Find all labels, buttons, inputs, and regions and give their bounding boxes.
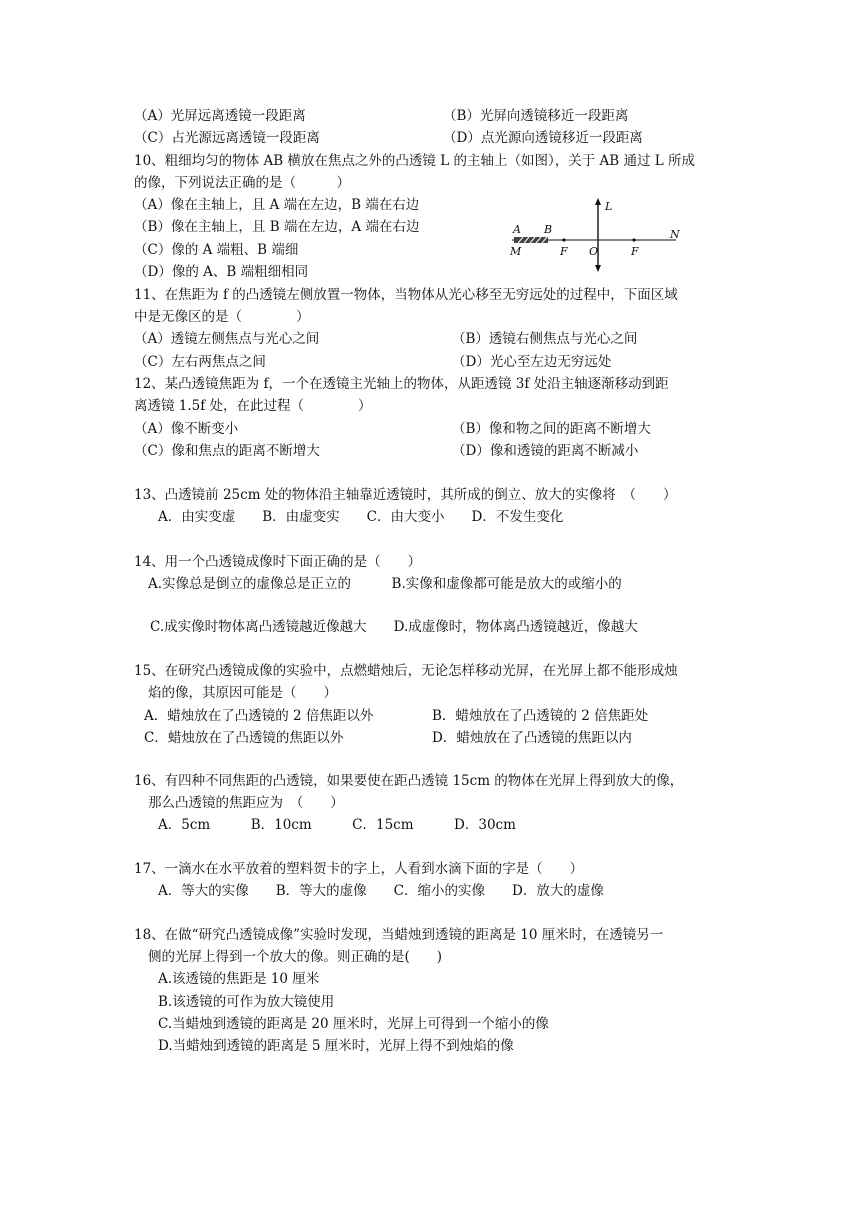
- q11-option-c: （C）左右两焦点之间: [134, 354, 266, 370]
- q9-option-b: （B）光屏向透镜移近一段距离: [443, 108, 629, 124]
- q13-options: A．由实变虚 B．由虚变实 C．由大变小 D．不发生变化: [158, 509, 564, 525]
- q10-stem-line2: 的像，下列说法正确的是（ ）: [134, 175, 350, 191]
- q11-option-b: （B）透镜右侧焦点与光心之间: [452, 331, 638, 347]
- label-f-right: F: [631, 245, 639, 258]
- label-m: M: [510, 245, 522, 258]
- label-o: O: [589, 245, 599, 258]
- q18-option-d: D.当蜡烛到透镜的距离是 5 厘米时，光屏上得不到烛焰的像: [158, 1038, 514, 1054]
- q15-option-a: A．蜡烛放在了凸透镜的 2 倍焦距以外: [144, 708, 374, 724]
- q15-option-c: C．蜡烛放在了凸透镜的焦距以外: [144, 730, 344, 746]
- q17-stem: 17、一滴水在水平放着的塑料贺卡的字上，人看到水滴下面的字是（ ）: [134, 861, 584, 877]
- q14-options-cd: C.成实像时物体离凸透镜越近像越大 D.成虚像时，物体离凸透镜越近，像越大: [150, 619, 638, 635]
- focal-point-right: [632, 238, 635, 241]
- q18-stem-line2: 侧的光屏上得到一个放大的像。则正确的是( ): [148, 949, 443, 965]
- q11-option-d: （D）光心至左边无穷远处: [452, 354, 612, 370]
- lens-arrow-bottom-icon: [595, 265, 601, 272]
- q11-stem-line2: 中是无像区的是（ ）: [134, 309, 310, 325]
- q14-stem: 14、用一个凸透镜成像时下面正确的是（ ）: [134, 554, 422, 570]
- q16-stem-line1: 16、有四种不同焦距的凸透镜，如果要使在距凸透镜 15cm 的物体在光屏上得到放大的像，: [134, 773, 684, 789]
- q15-stem-line2: 焰的像，其原因可能是（ ）: [148, 685, 337, 701]
- q10-option-d: （D）像的 A、B 端粗细相同: [134, 264, 309, 280]
- q9-option-c: （C）占光源远离透镜一段距离: [134, 130, 320, 146]
- lens-diagram: [506, 196, 696, 276]
- q11-stem-line1: 11、在焦距为 f 的凸透镜左侧放置一物体，当物体从光心移至无穷远处的过程中，下面区域: [134, 287, 678, 303]
- q9-option-a: （A）光屏远离透镜一段距离: [134, 108, 306, 124]
- q11-option-a: （A）透镜左侧焦点与光心之间: [134, 331, 320, 347]
- q10-stem-line1: 10、粗细均匀的物体 AB 横放在焦点之外的凸透镜 L 的主轴上（如图），关于 AB 通过 L 所成: [134, 153, 696, 169]
- q12-stem-line1: 12、某凸透镜焦距为 f，一个在透镜主光轴上的物体，从距透镜 3f 处沿主轴逐渐移动到距: [134, 376, 669, 392]
- focal-point-left: [562, 238, 565, 241]
- label-a: A: [513, 223, 521, 236]
- q10-option-b: （B）像在主轴上，且 B 端在左边，A 端在右边: [134, 219, 420, 235]
- q15-stem-line1: 15、在研究凸透镜成像的实验中，点燃蜡烛后，无论怎样移动光屏，在光屏上都不能形成烛: [134, 663, 678, 679]
- q18-option-a: A.该透镜的焦距是 10 厘米: [158, 971, 320, 987]
- q13-stem: 13、凸透镜前 25cm 处的物体沿主轴靠近透镜时，其所成的倒立、放大的实像将 （ ）: [134, 487, 677, 503]
- q14-options-ab: A.实像总是倒立的虚像总是正立的 B.实像和虚像都可能是放大的或缩小的: [148, 576, 622, 592]
- q18-option-c: C.当蜡烛到透镜的距离是 20 厘米时，光屏上可得到一个缩小的像: [158, 1016, 549, 1032]
- q10-option-c: （C）像的 A 端粗、B 端细: [134, 242, 299, 258]
- q15-option-d: D．蜡烛放在了凸透镜的焦距以内: [432, 730, 632, 746]
- q12-option-d: （D）像和透镜的距离不断减小: [452, 443, 639, 459]
- q16-options: A．5cm B．10cm C．15cm D．30cm: [158, 817, 516, 833]
- q15-option-b: B．蜡烛放在了凸透镜的 2 倍焦距处: [432, 708, 649, 724]
- q12-option-b: （B）像和物之间的距离不断增大: [452, 421, 651, 437]
- label-l: L: [605, 200, 613, 213]
- q16-stem-line2: 那么凸透镜的焦距应为 （ ）: [148, 795, 344, 811]
- q10-option-a: （A）像在主轴上，且 A 端在左边，B 端在右边: [134, 197, 420, 213]
- label-f-left: F: [560, 245, 568, 258]
- q9-option-d: （D）点光源向透镜移近一段距离: [443, 130, 643, 146]
- label-b: B: [544, 223, 553, 236]
- q17-options: A．等大的实像 B．等大的虚像 C．缩小的实像 D．放大的虚像: [158, 883, 604, 899]
- q12-option-c: （C）像和焦点的距离不断增大: [134, 443, 320, 459]
- q12-option-a: （A）像不断变小: [134, 421, 239, 437]
- q18-stem-line1: 18、在做“研究凸透镜成像”实验时发现，当蜡烛到透镜的距离是 10 厘米时，在透镜另一: [134, 927, 664, 943]
- lens-arrow-top-icon: [595, 198, 601, 205]
- q12-stem-line2: 离透镜 1.5f 处，在此过程（ ）: [134, 398, 372, 414]
- label-n: N: [670, 228, 680, 241]
- q18-option-b: B.该透镜的可作为放大镜使用: [158, 994, 335, 1010]
